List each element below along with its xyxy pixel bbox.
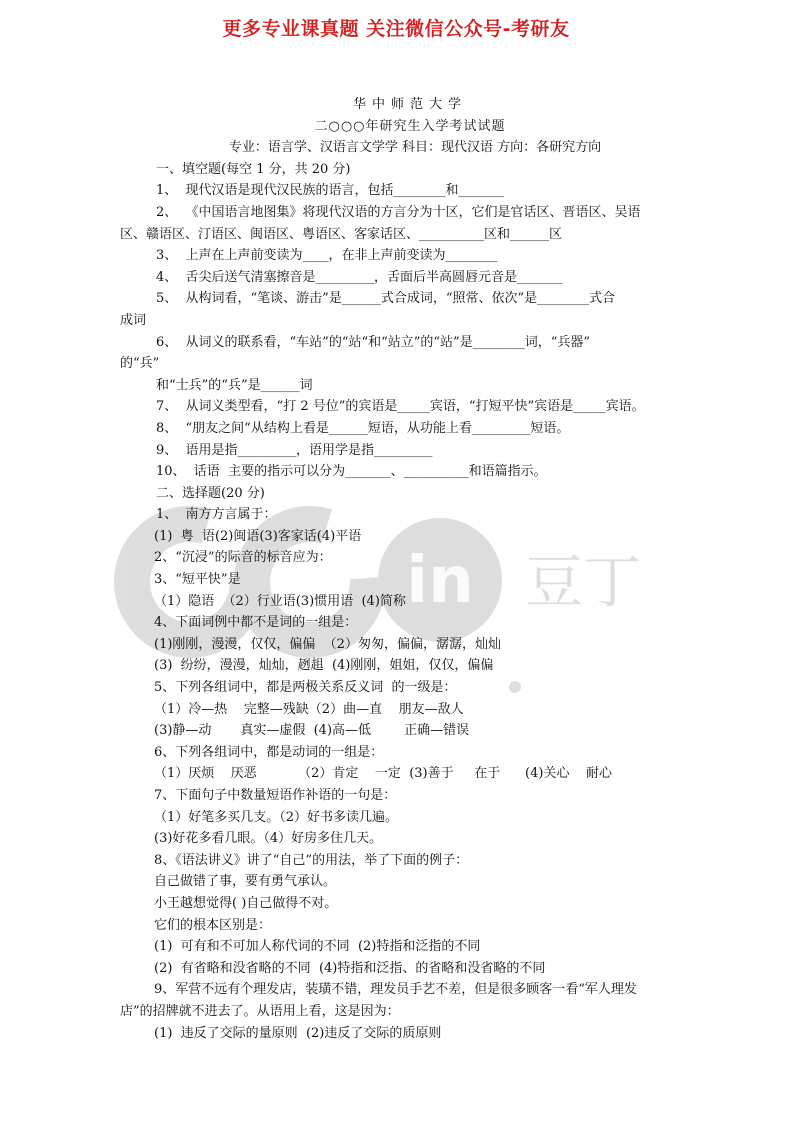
- text-line: 的“兵”: [120, 356, 160, 372]
- text-line: 7、 从词义类型看，“打 2 号位”的宾语是_____宾语，“打短平快”宾语是_____宾语。: [156, 399, 645, 415]
- text-line: (1) 可有和不可加人称代词的不同 (2)特指和泛指的不同: [154, 939, 481, 955]
- text-line: (1) 粤 语(2)闽语(3)客家话(4)平语: [154, 528, 362, 544]
- text-line: 1、 南方方言属于：: [156, 507, 277, 523]
- text-line: 自己做错了事，要有勇气承认。: [154, 874, 337, 890]
- text-line: 1、 现代汉语是现代汉民族的语言，包括________和_______: [156, 183, 505, 199]
- text-line: 店”的招牌就不进去了。从语用上看，这是因为：: [120, 1003, 400, 1019]
- text-line: 4、 舌尖后送气清塞擦音是_________，舌面后半高圆唇元音是_______: [156, 269, 563, 285]
- text-line: 9、 语用是指_________，语用学是指_________: [156, 442, 433, 458]
- text-line: 4、下面词例中都不是词的一组是：: [154, 615, 358, 631]
- text-line: 10、 话语 主要的指示可以分为_______、__________和语篇指示。: [156, 464, 547, 480]
- text-line: (3)静—动 真实—虚假 (4)高—低 正确—错误: [154, 723, 470, 739]
- text-line: 6、下列各组词中，都是动词的一组是：: [154, 744, 384, 760]
- text-line: （1）冷—热 完整—残缺（2）曲—直 朋友—敌人: [154, 701, 464, 717]
- watermark-in-text: in: [406, 544, 474, 618]
- text-line: 它们的根本区别是：: [154, 917, 272, 933]
- university-name: 华中师范大学: [352, 97, 467, 112]
- text-line: 3、 上声在上声前变读为____，在非上声前变读为________: [156, 248, 498, 264]
- text-line: 3、“短平快”是: [154, 572, 241, 588]
- text-line: （1）厌烦 厌恶 （2）肯定 一定 (3)善于 在于 (4)关心 耐心: [154, 766, 613, 782]
- text-line: 成词: [120, 312, 147, 328]
- text-line: (3) 纷纷，漫漫，灿灿，趔趄 (4)刚刚，姐姐，仅仅，偏偏: [154, 658, 494, 674]
- text-line: 5、下列各组词中，都是两极关系反义词 的一级是：: [154, 680, 457, 696]
- major-line: 专业：语言学、汉语言文学学 科目：现代汉语 方向：各研究方向: [228, 140, 602, 156]
- text-line: 二、选择题(20 分): [156, 485, 265, 501]
- text-line: 和“士兵”的“兵”是______词: [156, 377, 313, 393]
- text-line: 区、赣语区、汀语区、闽语区、粤语区、客家话区、__________区和______区: [120, 226, 563, 242]
- text-line: (3)好花多看几眼。（4）好房多住几天。: [154, 831, 383, 847]
- question-lines: [120, 159, 680, 1044]
- promo-banner: 更多专业课真题 关注微信公众号-考研友: [222, 18, 570, 40]
- text-line: 5、 从构词看，“笔谈、游击”是______式合成词，“照常、依次”是________式合: [156, 291, 616, 307]
- text-line: (2) 有省略和没省略的不同 (4)特指和泛指、的省略和没省略的不同: [154, 960, 546, 976]
- exam-paper: [120, 94, 680, 1044]
- text-line: 小王越想觉得( )自己做得不对。: [154, 895, 338, 911]
- text-line: （1）隐语 （2）行业语(3)惯用语 (4)简称: [154, 593, 406, 609]
- text-line: 9、军营不远有个理发店，装璜不错，理发员手艺不差，但是很多顾客一看“军人理发: [154, 982, 637, 998]
- text-line: （1）好笔多买几支。（2）好书多读几遍。: [154, 809, 399, 825]
- exam-title: 二○○○年研究生入学考试试题: [314, 118, 506, 134]
- text-line: (1) 违反了交际的量原则 (2)违反了交际的质原则: [154, 1025, 442, 1041]
- text-line: 一、填空题(每空 1 分，共 20 分): [156, 161, 351, 177]
- watermark-cn-text: 豆丁: [525, 548, 642, 616]
- text-line: (1)刚刚，漫漫，仅仅，偏偏 （2）匆匆，偏偏，潺潺，灿灿: [154, 636, 501, 652]
- text-line: 8、 “朋友之间“从结构上看是______短语，从功能上看_________短语。: [156, 420, 570, 436]
- text-line: 2、“沉浸”的际音的标音应为：: [154, 550, 332, 566]
- text-line: 2、 《中国语言地图集》将现代汉语的方言分为十区，它们是官话区、晋语区、吴语: [156, 204, 641, 220]
- text-line: 7、下面句子中数量短语作补语的一句是：: [154, 788, 397, 803]
- text-line: 6、 从词义的联系看，“车站”的“站“和“站立”的“站”是________词，“兵器”: [156, 334, 590, 350]
- text-line: 8、《语法讲义》讲了“自己”的用法，举了下面的例子：: [154, 852, 469, 868]
